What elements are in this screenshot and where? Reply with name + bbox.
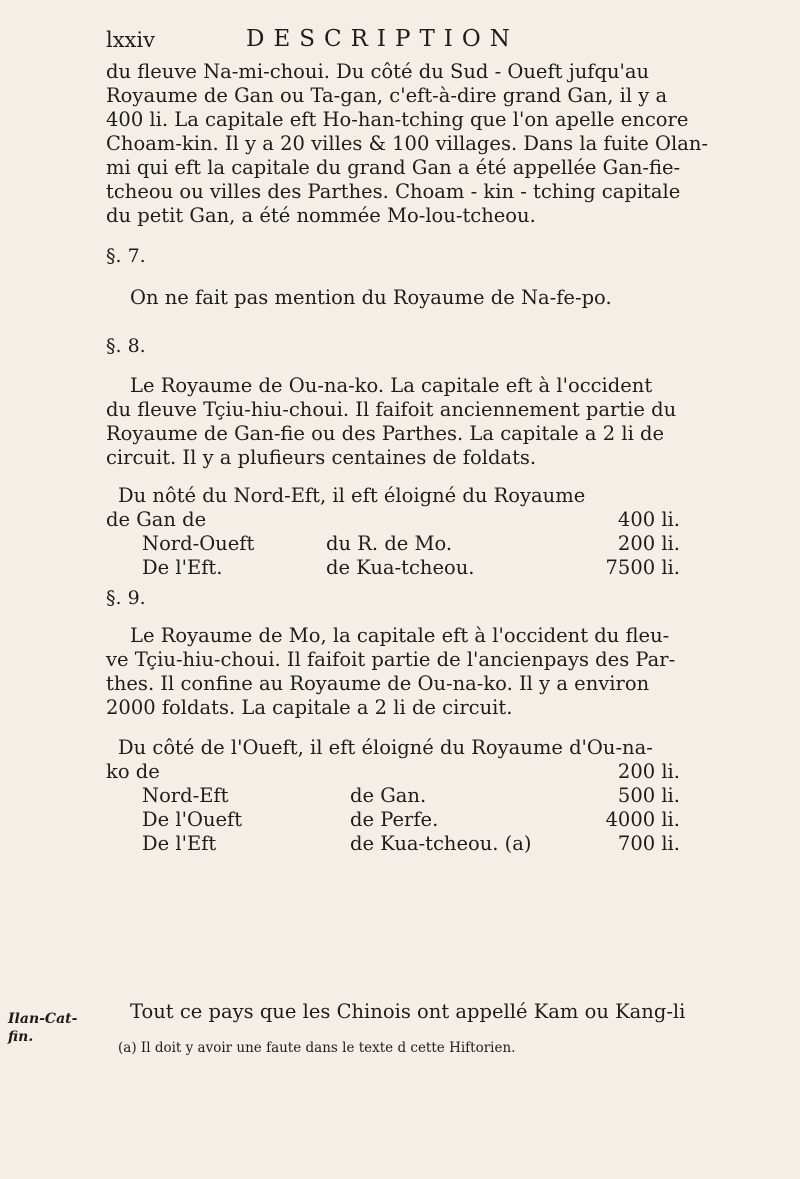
table-cell: ko de bbox=[106, 760, 160, 783]
table-cell: Nord-Eft bbox=[142, 784, 229, 807]
running-title: DESCRIPTION bbox=[246, 26, 519, 52]
text-line: 2000 foldats. La capitale a 2 li de circuit. bbox=[106, 696, 513, 719]
table-cell: De l'Oueft bbox=[142, 808, 243, 831]
table-cell: de Kua-tcheou. (a) bbox=[350, 832, 532, 855]
section-8-heading: §. 8. bbox=[106, 335, 146, 357]
table-cell: Nord-Oueft bbox=[142, 532, 255, 555]
text-line: On ne fait pas mention du Royaume de Na-fe-po. bbox=[130, 286, 612, 309]
text-line: ve Tçiu-hiu-choui. Il faifoit partie de l'ancienpays des Par- bbox=[106, 648, 676, 671]
table-cell: 200 li. bbox=[617, 760, 680, 783]
table-cell: 500 li. bbox=[617, 784, 680, 807]
table-cell: 700 li. bbox=[617, 832, 680, 855]
text-line: circuit. Il y a plufieurs centaines de foldats. bbox=[106, 446, 537, 469]
footnote: (a) Il doit y avoir une faute dans le texte d cette Hiftorien. bbox=[118, 1040, 516, 1056]
margin-note: Ilan-Cat- fin. bbox=[8, 1011, 78, 1045]
text-line: Le Royaume de Mo, la capitale eft à l'occident du fleu- bbox=[130, 624, 670, 647]
table-cell: de Gan. bbox=[350, 784, 427, 807]
text-line: du petit Gan, a été nommée Mo-lou-tcheou. bbox=[106, 204, 536, 227]
table-cell: de Gan de bbox=[106, 508, 207, 531]
text-line: Royaume de Gan-fie ou des Parthes. La capitale a 2 li de bbox=[106, 422, 665, 445]
text-line: Le Royaume de Ou-na-ko. La capitale eft à l'occident bbox=[130, 374, 653, 397]
text-line: Tout ce pays que les Chinois ont appellé Kam ou Kang-li bbox=[130, 1000, 686, 1023]
table-cell: De l'Eft bbox=[142, 832, 217, 855]
table-cell: de Kua-tcheou. bbox=[326, 556, 475, 579]
text-line: Choam-kin. Il y a 20 villes & 100 villages. Dans la fuite Olan- bbox=[106, 132, 709, 155]
table-intro: Du côté de l'Oueft, il eft éloigné du Royaume d'Ou-na- bbox=[118, 736, 653, 759]
table-cell: du R. de Mo. bbox=[326, 532, 453, 555]
section-9-heading: §. 9. bbox=[106, 587, 146, 609]
text-line: thes. Il confine au Royaume de Ou-na-ko. Il y a environ bbox=[106, 672, 650, 695]
distance-table-2 bbox=[106, 736, 680, 856]
paragraph-1 bbox=[106, 60, 709, 228]
table-cell: 200 li. bbox=[617, 532, 680, 555]
paragraph-3 bbox=[106, 374, 680, 470]
paragraph-4 bbox=[106, 624, 680, 720]
table-cell: 7500 li. bbox=[605, 556, 680, 579]
table-cell: 4000 li. bbox=[605, 808, 680, 831]
text-line: du fleuve Na-mi-choui. Du côté du Sud - Oueft jufqu'au bbox=[106, 60, 650, 83]
text-line: 400 li. La capitale eft Ho-han-tching que l'on apelle encore bbox=[106, 108, 689, 131]
table-cell: 400 li. bbox=[617, 508, 680, 531]
text-line: mi qui eft la capitale du grand Gan a été appellée Gan-fie- bbox=[106, 156, 681, 179]
text-line: du fleuve Tçiu-hiu-choui. Il faifoit anciennement partie du bbox=[106, 398, 677, 421]
table-intro: Du nôté du Nord-Eft, il eft éloigné du Royaume bbox=[118, 484, 586, 507]
paragraph-5 bbox=[106, 1000, 686, 1024]
text-line: tcheou ou villes des Parthes. Choam - kin - tching capitale bbox=[106, 180, 681, 203]
text-line: Royaume de Gan ou Ta-gan, c'eft-à-dire grand Gan, il y a bbox=[106, 84, 668, 107]
distance-table-1 bbox=[106, 484, 680, 580]
page-header bbox=[106, 28, 676, 58]
table-cell: De l'Eft. bbox=[142, 556, 223, 579]
paragraph-2 bbox=[106, 286, 680, 310]
table-cell: de Perfe. bbox=[350, 808, 439, 831]
page-number: lxxiv bbox=[106, 28, 155, 52]
section-7-heading: §. 7. bbox=[106, 245, 146, 267]
